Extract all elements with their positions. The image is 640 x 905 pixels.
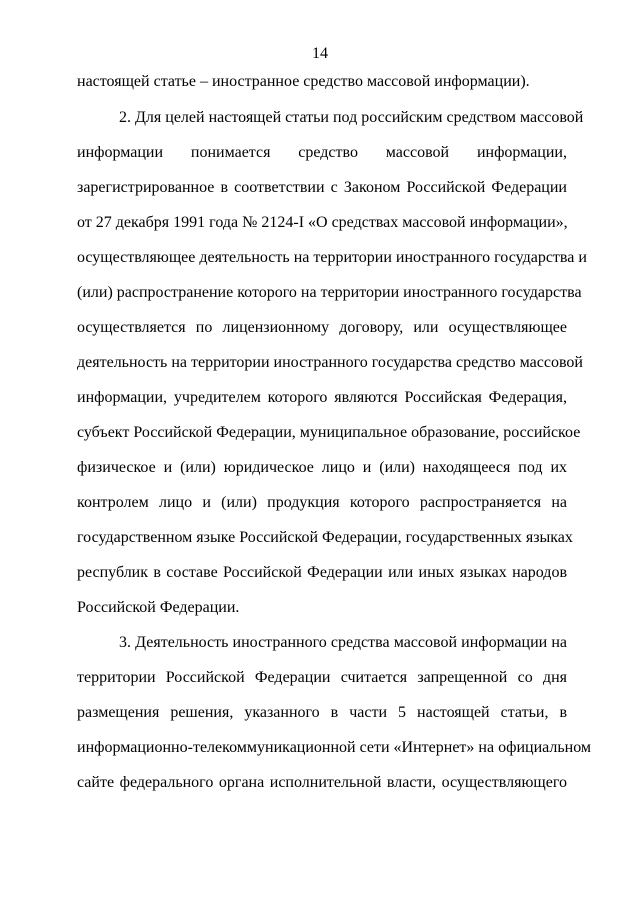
- text-line: осуществляющее деятельность на территории иностранного государства и: [77, 249, 587, 266]
- text-line: 2. Для целей настоящей статьи под российским средством массовой: [119, 109, 584, 126]
- text-line: деятельность на территории иностранного государства средство массовой: [77, 354, 583, 371]
- text-line: осуществляется по лицензионному договору, или осуществляющее: [77, 319, 567, 336]
- page-number: 14: [312, 45, 328, 62]
- text-line: (или) распространение которого на территории иностранного государства: [77, 284, 582, 301]
- text-line: информации понимается средство массовой информации,: [77, 144, 567, 161]
- text-line: сайте федерального органа исполнительной власти, осуществляющего: [77, 774, 567, 791]
- text-line: контролем лицо и (или) продукция которого распространяется на: [77, 494, 567, 511]
- text-line: размещения решения, указанного в части 5 настоящей статьи, в: [77, 704, 567, 721]
- text-line: государственном языке Российской Федерации, государственных языках: [77, 529, 573, 546]
- text-line: Российской Федерации.: [77, 599, 240, 616]
- text-line: настоящей статье – иностранное средство массовой информации).: [77, 73, 530, 90]
- text-line: республик в составе Российской Федерации или иных языках народов: [77, 564, 567, 581]
- text-line: субъект Российской Федерации, муниципальное образование, российское: [77, 424, 581, 441]
- text-line: 3. Деятельность иностранного средства массовой информации на: [119, 634, 567, 651]
- text-line: зарегистрированное в соответствии с Законом Российской Федерации: [77, 179, 567, 196]
- text-line: информации, учредителем которого являются Российская Федерация,: [77, 389, 567, 406]
- text-line: информационно-телекоммуникационной сети «Интернет» на официальном: [77, 739, 592, 756]
- text-line: территории Российской Федерации считается запрещенной со дня: [77, 669, 567, 686]
- text-line: физическое и (или) юридическое лицо и (или) находящееся под их: [77, 459, 567, 476]
- text-line: от 27 декабря 1991 года № 2124-I «О средствах массовой информации»,: [77, 214, 568, 231]
